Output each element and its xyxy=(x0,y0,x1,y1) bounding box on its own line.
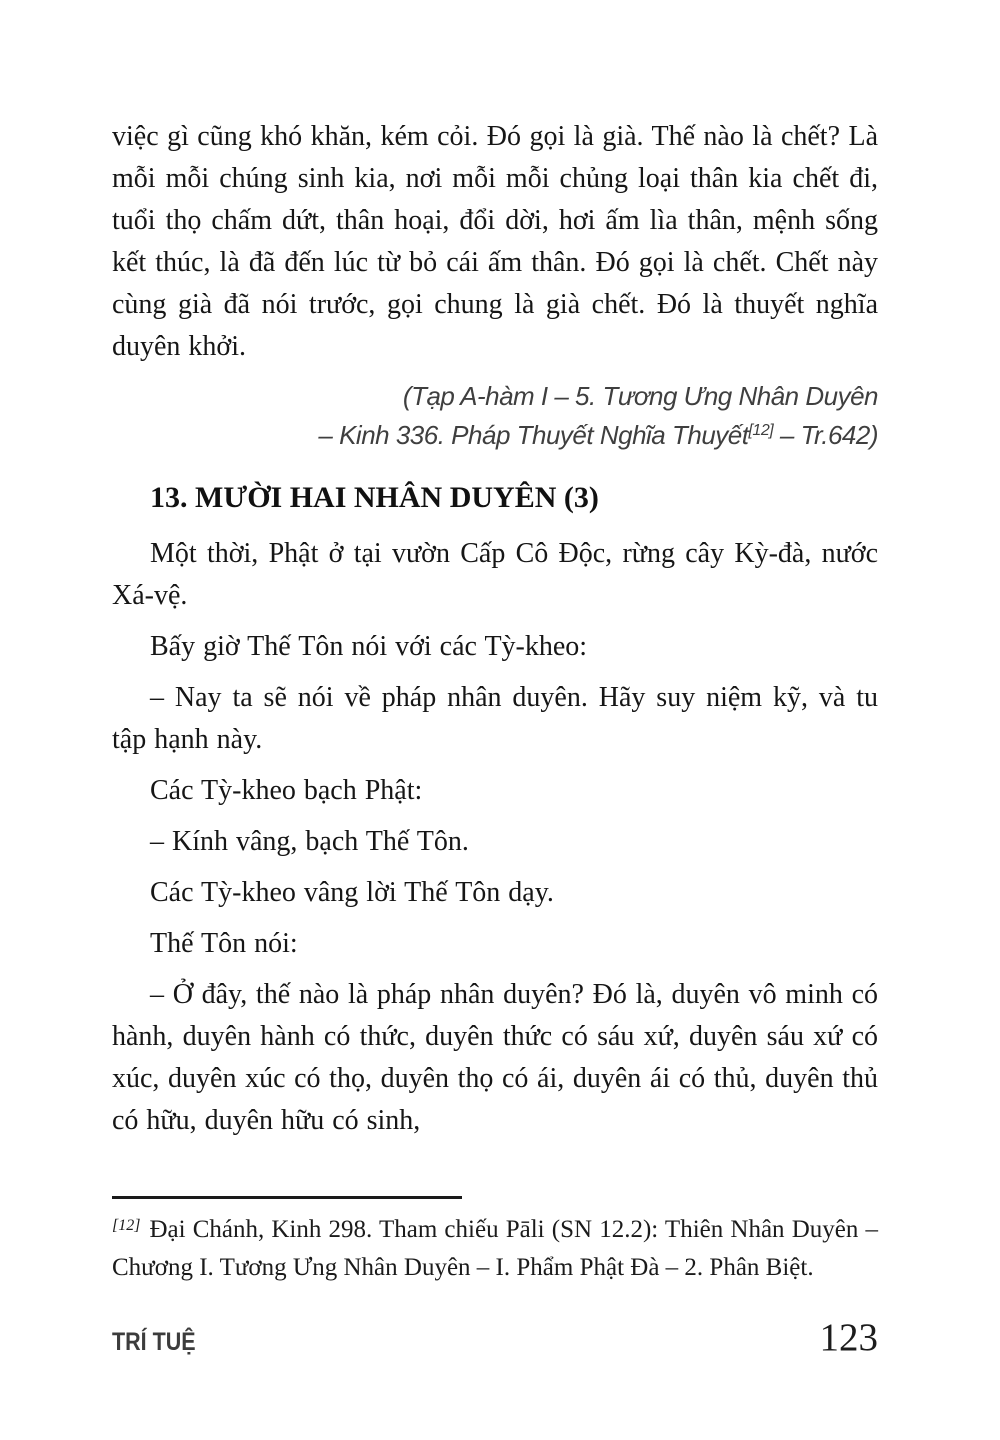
dialogue-paragraph: – Kính vâng, bạch Thế Tôn. xyxy=(150,826,469,857)
page-footer xyxy=(112,1318,878,1357)
footnote-reference: [12] xyxy=(748,422,774,440)
dialogue-paragraph: – Nay ta sẽ nói về pháp nhân duyên. Hãy suy niệm kỹ, và tu tập hạnh này. xyxy=(112,682,878,755)
citation-line-1: (Tạp A-hàm I – 5. Tương Ưng Nhân Duyên xyxy=(402,381,878,411)
source-citation xyxy=(112,377,878,459)
footnote-text: Đại Chánh, Kinh 298. Tham chiếu Pāli (SN 12.2): Thiên Nhân Duyên – Chương I. Tương Ưng Nhân Duyên – I. Phẩm Phật Đà – 2. Phân Biệt. xyxy=(112,1216,878,1281)
dialogue-paragraph: – Ở đây, thế nào là pháp nhân duyên? Đó là, duyên vô minh có hành, duyên hành có thức, duyên thức có sáu xứ, duyên sáu xứ có xúc, duyên xúc có thọ, duyên thọ có ái, duyên ái có thủ, duyên thủ có hữu, duyên hữu có sinh, xyxy=(112,979,878,1136)
citation-line-2: – Kinh 336. Pháp Thuyết Nghĩa Thuyết xyxy=(318,420,749,450)
footnote-marker: [12] xyxy=(112,1216,141,1234)
footnote-block xyxy=(112,1196,878,1285)
section-heading: 13. MƯỜI HAI NHÂN DUYÊN (3) xyxy=(150,481,599,514)
citation-line-2-end: – Tr.642) xyxy=(773,420,878,450)
body-paragraph: Thế Tôn nói: xyxy=(150,928,298,959)
footnote-divider xyxy=(112,1196,462,1199)
body-paragraph: Các Tỳ-kheo vâng lời Thế Tôn dạy. xyxy=(150,877,554,908)
footnote-text-line xyxy=(112,1212,878,1285)
body-paragraph: Một thời, Phật ở tại vườn Cấp Cô Độc, rừng cây Kỳ-đà, nước Xá-vệ. xyxy=(112,538,878,611)
body-paragraph: Các Tỳ-kheo bạch Phật: xyxy=(150,775,423,806)
body-paragraph: Bấy giờ Thế Tôn nói với các Tỳ-kheo: xyxy=(150,631,588,662)
body-paragraph-continuation: việc gì cũng khó khăn, kém cỏi. Đó gọi là già. Thế nào là chết? Là mỗi mỗi chúng sinh kia, nơi mỗi mỗi chủng loại thân kia chết đi, tuổi thọ chấm dứt, thân hoại, đổi dời, hơi ấm lìa thân, mệnh sống kết thúc, là đã đến lúc từ bỏ cái ấm thân. Đó gọi là chết. Chết này cùng già đã nói trước, gọi chung là già chết. Đó là thuyết nghĩa duyên khởi. xyxy=(112,121,878,362)
page-number: 123 xyxy=(819,1316,878,1359)
text-block xyxy=(112,116,878,1151)
running-header-title: TRÍ TUỆ xyxy=(112,1328,196,1356)
